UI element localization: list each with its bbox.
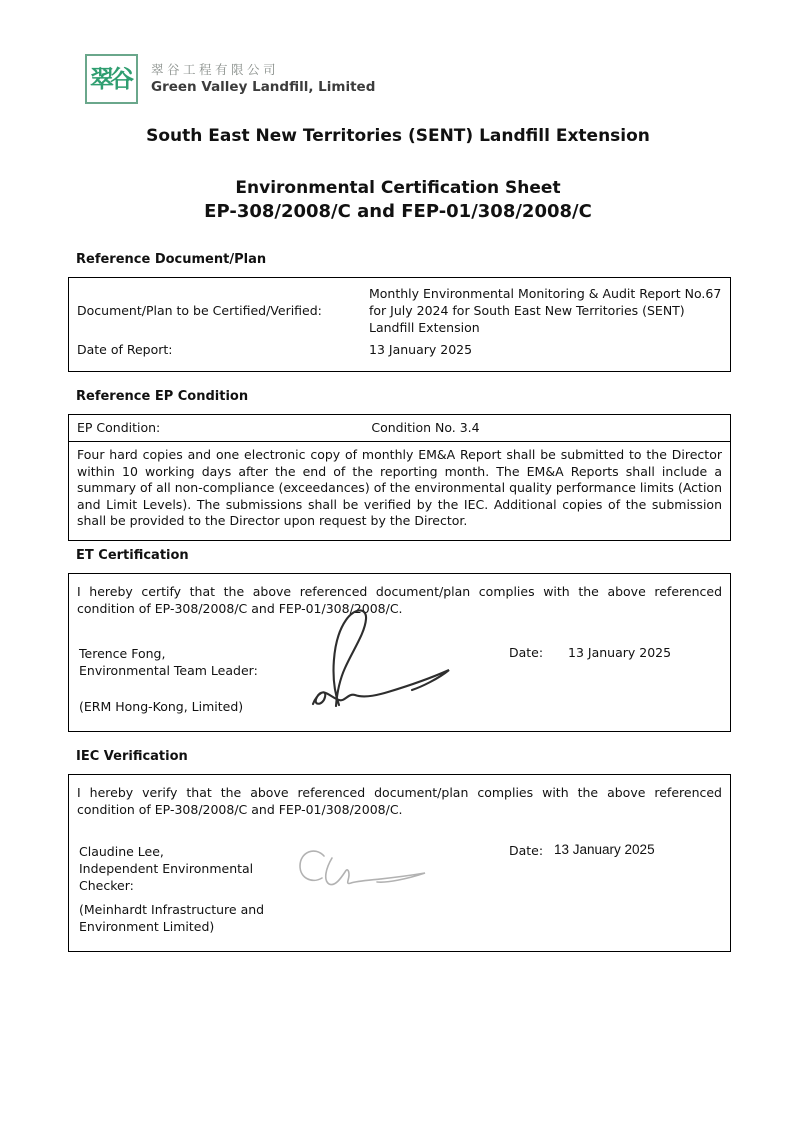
ep-condition-table: [68, 414, 731, 541]
company-name-chinese: 翠谷工程有限公司: [151, 61, 280, 77]
et-signer-name-title: [79, 645, 289, 679]
date-of-report-value: 13 January 2025: [369, 342, 473, 358]
et-signer-name: Terence Fong,: [79, 646, 166, 661]
et-certification-heading: ET Certification: [76, 548, 189, 563]
iec-verification-heading: IEC Verification: [76, 749, 188, 764]
iec-signer-name: Claudine Lee,: [79, 844, 164, 859]
et-date-label: Date:: [509, 645, 544, 660]
sheet-title: Environmental Certification Sheet: [235, 178, 561, 198]
green-valley-logo-icon: [85, 54, 138, 104]
iec-date-value: 13 January 2025: [554, 842, 655, 857]
iec-verification-box: [68, 774, 731, 952]
et-signer-company: (ERM Hong-Kong, Limited): [79, 699, 244, 714]
iec-signer-title: Independent Environmental Checker:: [79, 861, 254, 893]
date-of-report-label: Date of Report:: [77, 342, 173, 358]
et-signature-icon: [282, 606, 458, 710]
permit-numbers-title: EP-308/2008/C and FEP-01/308/2008/C: [204, 201, 592, 222]
et-certification-statement: I hereby certify that the above referenced document/plan complies with the above referenced condition of EP-308/2008/C and FEP-01/308/2008/C.: [77, 584, 722, 616]
et-certification-box: [68, 573, 731, 732]
company-names: [151, 62, 375, 97]
reference-ep-condition-heading: Reference EP Condition: [76, 389, 249, 404]
iec-verification-statement: I hereby verify that the above referenced document/plan complies with the above referenced condition of EP-308/2008/C and FEP-01/308/2008/C.: [77, 785, 722, 817]
company-name-english: Green Valley Landfill, Limited: [151, 78, 376, 95]
table-row: [69, 415, 730, 442]
iec-signer-company: (Meinhardt Infrastructure and Environment Limited): [79, 902, 265, 934]
ep-condition-label: EP Condition:: [77, 420, 161, 435]
iec-signature-icon: [287, 843, 439, 901]
table-row: [69, 340, 730, 371]
et-signer-title: Environmental Team Leader:: [79, 663, 258, 678]
iec-date-label: Date:: [509, 843, 544, 858]
ep-condition-value: Condition No. 3.4: [371, 420, 480, 435]
ep-condition-description: Four hard copies and one electronic copy of monthly EM&A Report shall be submitted to the Director within 10 working days after the end of the reporting month. The EM&A Reports shall include a summary of all non-compliance (exceedances) of the environmental quality performance limits (Action and Limit Levels). The submissions shall be verified by the IEC. Additional copies of the submission shall be provided to the Director upon request by the Director.: [77, 447, 722, 529]
document-plan-value: Monthly Environmental Monitoring & Audit Report No.67 for July 2024 for South East New Territories (SENT) Landfill Extension: [369, 286, 722, 335]
reference-document-table: [68, 277, 731, 372]
reference-document-heading: Reference Document/Plan: [76, 252, 267, 267]
company-header: [85, 54, 375, 104]
et-date-value: 13 January 2025: [568, 645, 672, 660]
table-row: [69, 278, 730, 340]
logo-mark: 翠谷: [90, 64, 130, 93]
project-title: South East New Territories (SENT) Landfill Extension: [146, 126, 650, 146]
iec-signer-name-title: [79, 843, 269, 894]
document-plan-label: Document/Plan to be Certified/Verified:: [77, 302, 322, 318]
